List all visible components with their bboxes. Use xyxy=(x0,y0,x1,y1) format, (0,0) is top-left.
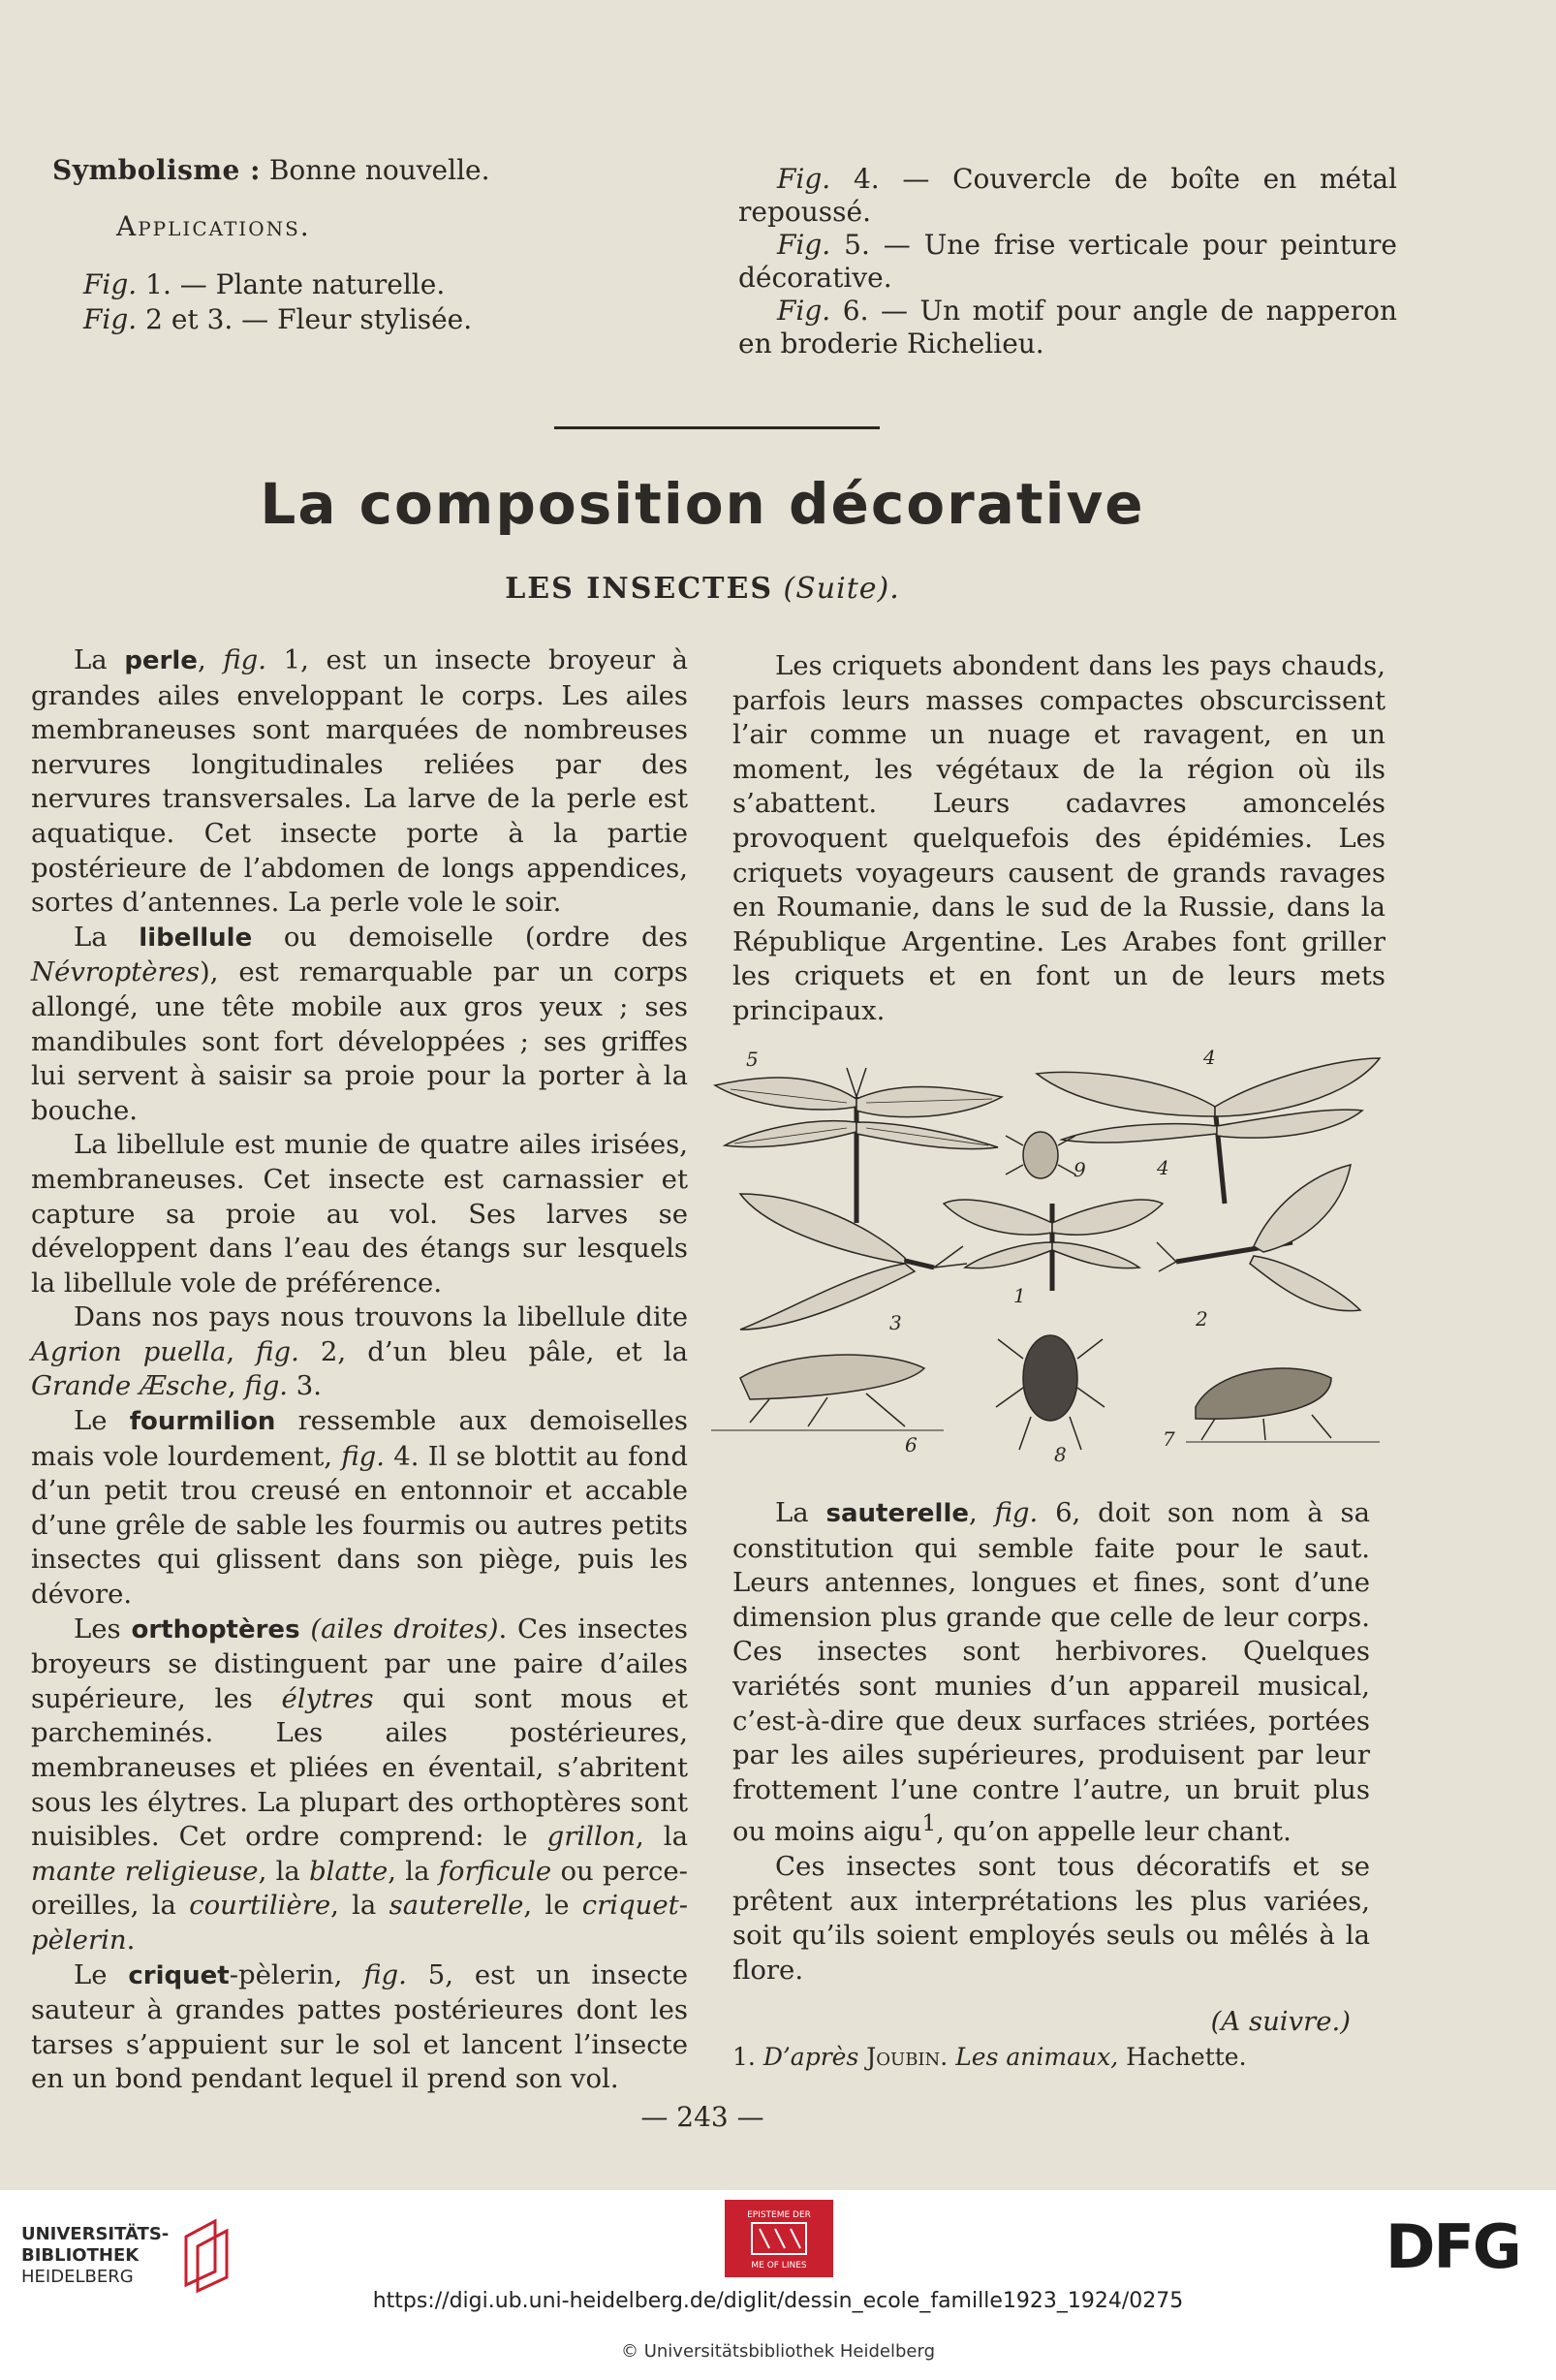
to-be-continued xyxy=(732,2005,1370,2040)
fig-ref: fig. xyxy=(223,644,267,675)
paragraph-decoratifs: Ces insectes sont tous décoratifs et se prêtent aux interprétations les plus variées, soit qu’ils soient employés seuls ou mêlés à la flore. xyxy=(732,1851,1370,1986)
paragraph-sauterelle xyxy=(732,1496,1370,1850)
figure-label-8: 8 xyxy=(1054,1443,1067,1465)
text-run: 1, est un insecte broyeur à grandes ailes enveloppant le corps. Les ailes membraneuses sont marquées de nombreuses nervures longitudinales reliées par des nervures transversales. La larve de la perle est aquatique. Cet insecte porte à la partie postérieure de l’abdomen de longs appendices, sortes d’antennes. La perle vole le soir. xyxy=(31,644,688,919)
page-number: — 243 — xyxy=(640,2101,764,2133)
text-run: 6, doit son nom à sa constitution qui semble faite pour le saut. Leurs antennes, longues et fines, sont d’une dimension plus grande que celle de leur corps. Ces insectes sont herbivores. Quelques variétés sont munies d’un appareil musical, c’est-à-dire que deux surfaces striées, portées par les ailes supérieures, produisent par leur frottement l’une contre l’autre, un bruit plus ou moins aigu xyxy=(732,1497,1371,1848)
species-name: Grande Æsche xyxy=(31,1370,228,1402)
figure-label-3: 3 xyxy=(889,1311,902,1334)
text-run: 5, est un insecte sauteur à grandes pattes postérieures dont les tarses s’appuient sur le sol et lancent l’insecte en un bond pendant lequel il prend son vol. xyxy=(31,1958,689,2095)
paragraph-criquet xyxy=(31,1958,688,2097)
italic-run: (ailes droites) xyxy=(310,1613,499,1644)
fig6-label: Fig. xyxy=(777,295,831,327)
text-run: Le xyxy=(74,1958,129,1990)
italic-run: grillon xyxy=(546,1821,637,1853)
article-title: La composition décorative xyxy=(260,471,1145,537)
text-run: La xyxy=(775,1497,826,1528)
figure-label-7: 7 xyxy=(1163,1427,1175,1451)
fig-ref: fig. xyxy=(341,1440,385,1472)
paragraph-perle xyxy=(31,643,688,921)
species-name: Agrion puella xyxy=(31,1335,227,1367)
term-fourmilion: fourmilion xyxy=(129,1407,276,1437)
fig6-text: 6. — Un motif pour angle de napperon en broderie Richelieu. xyxy=(738,295,1397,360)
footnote-marker: 1 xyxy=(921,1811,937,1837)
symbolism-label: Symbolisme : xyxy=(52,154,261,186)
text-run: , la xyxy=(330,1890,389,1922)
fig5-text: 5. — Une frise verticale pour peinture décorative. xyxy=(738,229,1397,294)
text-run: ), est remarquable par un corps allongé, une tête mobile aux gros yeux ; ses mandibules sont fort développées ; ses griffes lui servent à saisir sa proie pour la porter à la bouche. xyxy=(31,956,688,1126)
figure-label-6: 6 xyxy=(905,1433,918,1456)
text-run: , la xyxy=(388,1855,439,1887)
figure-label-4: 4 xyxy=(1157,1156,1169,1179)
text-run: Dans nos pays nous trouvons la libellule dite xyxy=(74,1301,688,1333)
left-column xyxy=(31,643,688,2097)
figure-label-9: 9 xyxy=(1074,1158,1086,1181)
term-sauterelle: sauterelle xyxy=(825,1499,969,1528)
subtitle-main: LES INSECTES xyxy=(505,572,773,606)
italic-run: forficule xyxy=(438,1855,552,1887)
paragraph-species xyxy=(31,1300,688,1404)
fig5-caption xyxy=(738,229,1397,295)
fig-ref: fig. xyxy=(256,1335,299,1367)
footnote-lead: D’après xyxy=(762,2043,859,2072)
fig1-caption xyxy=(83,267,556,302)
text-run: qui sont mous et parcheminés. Les ailes postérieures, membraneuses et pliées en éventail, s’abritent sous les élytres. La plupart des orthoptères sont nuisibles. Cet ordre comprend: le xyxy=(31,1682,688,1853)
library-line3: HEIDELBERG xyxy=(21,2267,134,2287)
viewer-footer xyxy=(0,2190,1556,2380)
insect-7-drawing xyxy=(1186,1368,1380,1442)
italic-run: criquet-pèlerin xyxy=(31,1890,689,1956)
insect-3-drawing xyxy=(740,1194,967,1330)
text-run: ou demoiselle (ordre des xyxy=(252,921,688,953)
italic-run: courtilière xyxy=(189,1890,331,1922)
symbolism-value: Bonne nouvelle. xyxy=(268,154,490,186)
text-run: Les xyxy=(74,1613,132,1644)
right-column-bottom xyxy=(732,1496,1370,2075)
university-library-logo[interactable] xyxy=(21,2217,234,2295)
italic-run: blatte xyxy=(309,1855,389,1887)
text-run: ressemble aux demoiselles mais vole lourdement, xyxy=(31,1405,688,1472)
figure-label-5: 5 xyxy=(746,1048,759,1071)
text-run: . Ces insectes broyeurs se distinguent par une paire d’ailes supérieure, les xyxy=(31,1613,689,1714)
text-run: , le xyxy=(523,1890,582,1922)
signature-text: (A suivre.) xyxy=(1210,2006,1351,2038)
text-run: , qu’on appelle leur chant. xyxy=(936,1816,1291,1848)
insects-illustration xyxy=(711,1039,1385,1465)
term-criquet: criquet xyxy=(128,1960,230,1990)
insects-engraving xyxy=(711,1039,1385,1465)
text-run: 3. xyxy=(288,1370,323,1402)
text-run: . xyxy=(126,1924,136,1956)
insect-2-drawing xyxy=(1157,1165,1360,1311)
text-run: ou perce-oreilles, la xyxy=(31,1855,688,1922)
text-run: -pèlerin, xyxy=(229,1958,364,1990)
footnote-publisher: Hachette. xyxy=(1126,2043,1247,2072)
paragraph-libellule xyxy=(31,921,688,1129)
text-run: , xyxy=(227,1370,245,1402)
fig1-text: 1. — Plante naturelle. xyxy=(145,268,446,300)
figure-label-2: 2 xyxy=(1196,1307,1208,1331)
symbolism-line xyxy=(52,153,556,188)
fig4-text: 4. — Couvercle de boîte en métal repoussé. xyxy=(738,163,1397,228)
symbolism-block xyxy=(52,153,556,337)
fig6-caption xyxy=(738,295,1397,360)
paragraph-libellule-wings: La libellule est munie de quatre ailes irisées, membraneuses. Cet insecte est carnassier et capture sa proie au vol. Ses larves se développent dans l’eau des étangs sur lesquels la libellule vole de préférence. xyxy=(31,1129,688,1299)
insect-6-drawing xyxy=(711,1355,944,1430)
text-run: 4. Il se blottit au fond d’un petit trou creusé en entonnoir et accable d’une grêle de sable les fourmis ou autres petits insectes qui glissent dans son piège, puis les dévore. xyxy=(31,1440,688,1611)
text-run: Le xyxy=(74,1405,130,1437)
article-subtitle xyxy=(0,572,1405,606)
paragraph-fourmilion xyxy=(31,1404,688,1613)
fig23-caption xyxy=(83,302,556,337)
text-run: , la xyxy=(258,1855,310,1887)
library-line1: UNIVERSITÄTS- xyxy=(21,2224,170,2244)
italic-run: mante religieuse xyxy=(31,1855,259,1887)
paragraph-orthopteres xyxy=(31,1613,688,1958)
library-line2: BIBLIOTHEK xyxy=(21,2245,140,2266)
dfg-logo[interactable]: DFG xyxy=(1385,2211,1520,2282)
applications-heading: Applications. xyxy=(116,210,311,242)
fig23-text: 2 et 3. — Fleur stylisée. xyxy=(145,303,473,335)
term-libellule: libellule xyxy=(139,923,253,953)
text-run: , la xyxy=(636,1821,688,1853)
text-run: , xyxy=(969,1497,995,1528)
fig4-label: Fig. xyxy=(777,163,831,195)
text-run xyxy=(300,1613,311,1644)
text-run: , xyxy=(197,644,224,675)
library-emblem-icon xyxy=(176,2217,234,2295)
figure-label-4-top: 4 xyxy=(1203,1046,1216,1069)
episteme-logo[interactable] xyxy=(725,2200,833,2277)
fig4-caption xyxy=(738,163,1397,229)
italic-run: Névroptères xyxy=(31,956,201,988)
episteme-line2: ME OF LINES xyxy=(751,2261,807,2270)
document-url[interactable]: https://digi.ub.uni-heidelberg.de/diglit/dessin_ecole_famille1923_1924/0275 xyxy=(372,2289,1184,2313)
text-run: La xyxy=(74,644,125,675)
section-divider xyxy=(554,426,880,429)
footnote-title: Les animaux, xyxy=(955,2043,1119,2072)
insect-8-drawing xyxy=(996,1335,1105,1450)
episteme-pattern-icon xyxy=(750,2221,808,2256)
episteme-line1: EPISTEME DER xyxy=(747,2210,811,2220)
figure-captions xyxy=(738,163,1397,360)
italic-run: élytres xyxy=(281,1682,374,1714)
paragraph-criquets-pays: Les criquets abondent dans les pays chauds, parfois leurs masses compactes obscurcissent l’air comme un nuage et ravagent, en un moment, les végétaux de la région où ils s’abattent. Leurs cadavres amoncelés provoquent quelquefois des épidémies. Les criquets voyageurs causent de grands ravages en Roumanie, dans le sud de la Russie, dans la République Argentine. Les Arabes font griller les criquets et en font un de leurs mets principaux. xyxy=(732,650,1385,1026)
italic-run: sauterelle xyxy=(389,1890,524,1922)
text-run: La xyxy=(74,921,140,953)
footnote-author: Joubin xyxy=(866,2043,941,2072)
fig-ref: fig. xyxy=(244,1370,289,1402)
subtitle-suite: (Suite). xyxy=(783,572,900,606)
right-column-top xyxy=(732,649,1385,1029)
fig23-label: Fig. xyxy=(83,303,138,335)
copyright-notice: © Universitätsbibliothek Heidelberg xyxy=(620,2341,935,2362)
figure-label-1: 1 xyxy=(1013,1284,1026,1307)
text-run: , xyxy=(226,1335,257,1367)
fig5-label: Fig. xyxy=(777,229,831,261)
fig1-label: Fig. xyxy=(83,268,138,300)
insect-1-drawing xyxy=(944,1200,1163,1291)
text-run: 2, d’un bleu pâle, et la xyxy=(298,1335,689,1367)
footnote-number: 1. xyxy=(732,2043,756,2072)
term-orthopteres: orthoptères xyxy=(131,1614,300,1644)
fig-ref: fig. xyxy=(363,1958,407,1990)
fig-ref: fig. xyxy=(994,1497,1039,1528)
term-perle: perle xyxy=(124,646,198,675)
footnote: 1. D’après Joubin. Les animaux, Hachette. xyxy=(732,2043,1247,2072)
